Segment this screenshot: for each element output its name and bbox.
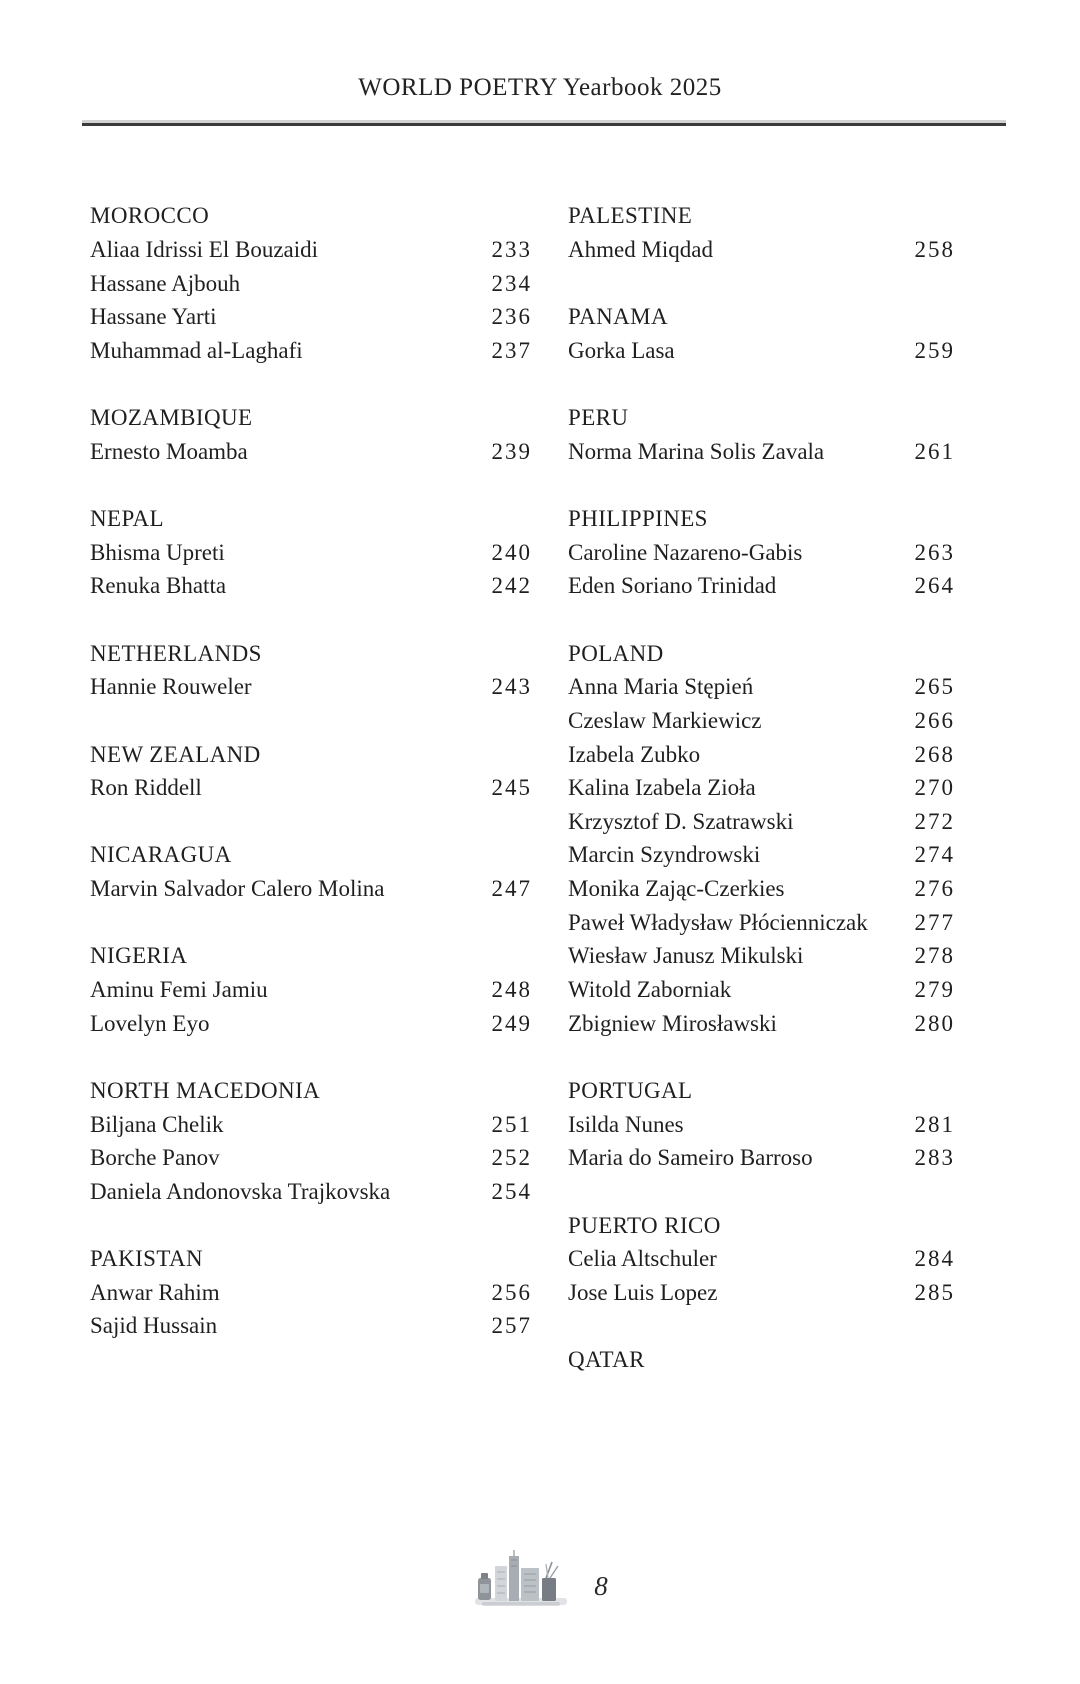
poet-name: Sajid Hussain xyxy=(90,1313,218,1339)
poet-name: Celia Altschuler xyxy=(568,1246,717,1272)
country-heading-row xyxy=(568,1343,955,1377)
poet-name: Muhammad al-Laghafi xyxy=(90,337,303,363)
toc-entry-row xyxy=(90,1175,532,1209)
poet-name: Isilda Nunes xyxy=(568,1111,684,1137)
poet-name: Eden Soriano Trinidad xyxy=(568,573,777,599)
page-number: 248 xyxy=(491,977,532,1003)
spacer-row xyxy=(90,468,532,502)
toc-entry-row xyxy=(568,838,955,872)
page-number: 237 xyxy=(491,337,532,363)
page-number: 259 xyxy=(914,337,955,363)
country-heading-row xyxy=(90,737,532,771)
toc-entry-row xyxy=(568,805,955,839)
country-name: NICARAGUA xyxy=(90,842,232,868)
toc-column-left xyxy=(90,199,532,1376)
toc-entry-row xyxy=(90,1006,532,1040)
poet-name: Wiesław Janusz Mikulski xyxy=(568,943,804,969)
poet-name: Marcin Szyndrowski xyxy=(568,842,761,868)
page-number: 256 xyxy=(491,1279,532,1305)
toc-entry-row xyxy=(568,771,955,805)
toc-entry-row xyxy=(568,872,955,906)
toc-entry-row xyxy=(568,973,955,1007)
page-number: 240 xyxy=(491,539,532,565)
poet-name: Lovelyn Eyo xyxy=(90,1010,210,1036)
spacer-row xyxy=(90,1040,532,1074)
toc-entry-row xyxy=(568,704,955,738)
page-number: 284 xyxy=(914,1246,955,1272)
page-number: 281 xyxy=(914,1111,955,1137)
poet-name: Hassane Yarti xyxy=(90,304,217,330)
page-number: 283 xyxy=(914,1145,955,1171)
spacer-row xyxy=(568,1309,955,1343)
page-number: 277 xyxy=(914,909,955,935)
poet-name: Kalina Izabela Zioła xyxy=(568,775,756,801)
page-number: 279 xyxy=(914,977,955,1003)
page-number: 266 xyxy=(914,707,955,733)
toc-entry-row xyxy=(568,737,955,771)
poet-name: Maria do Sameiro Barroso xyxy=(568,1145,813,1171)
page-number: 276 xyxy=(914,876,955,902)
page-number: 272 xyxy=(914,808,955,834)
page-number: 242 xyxy=(491,573,532,599)
country-heading-row xyxy=(90,1242,532,1276)
poet-name: Bhisma Upreti xyxy=(90,539,225,565)
toc-entry-row xyxy=(568,670,955,704)
toc-entry-row xyxy=(90,1276,532,1310)
page-number: 247 xyxy=(491,876,532,902)
country-heading-row xyxy=(90,502,532,536)
spacer-row xyxy=(90,905,532,939)
toc-entry-row xyxy=(90,300,532,334)
spacer-row xyxy=(568,468,955,502)
poet-name: Norma Marina Solis Zavala xyxy=(568,438,825,464)
toc-entry-row xyxy=(90,670,532,704)
poet-name: Ernesto Moamba xyxy=(90,438,248,464)
page-footer xyxy=(0,1548,1080,1610)
spacer-row xyxy=(568,1175,955,1209)
toc-columns xyxy=(90,199,955,1376)
spacer-row xyxy=(90,1208,532,1242)
toc-entry-row xyxy=(90,334,532,368)
poet-name: Daniela Andonovska Trajkovska xyxy=(90,1178,391,1204)
header-rule xyxy=(82,123,1006,126)
toc-entry-row xyxy=(568,569,955,603)
page-number: 254 xyxy=(491,1178,532,1204)
country-name: POLAND xyxy=(568,640,664,666)
toc-entry-row xyxy=(568,334,955,368)
page-number: 245 xyxy=(491,775,532,801)
country-name: NORTH MACEDONIA xyxy=(90,1077,321,1103)
spacer-row xyxy=(90,367,532,401)
poet-name: Borche Panov xyxy=(90,1145,220,1171)
toc-entry-row xyxy=(568,535,955,569)
country-name: PORTUGAL xyxy=(568,1077,693,1103)
page-number: 249 xyxy=(491,1010,532,1036)
country-heading-row xyxy=(568,502,955,536)
country-name: PHILIPPINES xyxy=(568,506,708,532)
spacer-row xyxy=(568,1040,955,1074)
poet-name: Czeslaw Markiewicz xyxy=(568,707,762,733)
poet-name: Marvin Salvador Calero Molina xyxy=(90,876,385,902)
country-heading-row xyxy=(90,636,532,670)
country-name: PUERTO RICO xyxy=(568,1212,721,1238)
poet-name: Gorka Lasa xyxy=(568,337,675,363)
page-title: WORLD POETRY Yearbook 2025 xyxy=(358,74,722,101)
page-number: 252 xyxy=(491,1145,532,1171)
page-number: 234 xyxy=(491,270,532,296)
spacer-row xyxy=(90,704,532,738)
page-number: 270 xyxy=(914,775,955,801)
poet-name: Aminu Femi Jamiu xyxy=(90,977,268,1003)
toc-entry-row xyxy=(90,1141,532,1175)
country-name: MOROCCO xyxy=(90,203,210,229)
poet-name: Hannie Rouweler xyxy=(90,674,252,700)
poet-name: Monika Zając-Czerkies xyxy=(568,876,785,902)
toc-entry-row xyxy=(568,1242,955,1276)
toc-entry-row xyxy=(90,535,532,569)
country-heading-row xyxy=(90,1074,532,1108)
spacer-row xyxy=(90,805,532,839)
page-number: 239 xyxy=(491,438,532,464)
toc-entry-row xyxy=(90,1107,532,1141)
country-name: NEW ZEALAND xyxy=(90,741,261,767)
page-number: 264 xyxy=(914,573,955,599)
spacer-row xyxy=(90,603,532,637)
poet-name: Anna Maria Stępień xyxy=(568,674,754,700)
country-heading-row xyxy=(90,838,532,872)
country-name: PALESTINE xyxy=(568,203,693,229)
toc-entry-row xyxy=(568,1141,955,1175)
country-name: MOZAMBIQUE xyxy=(90,405,253,431)
toc-column-right xyxy=(568,199,955,1376)
page-number: 258 xyxy=(914,236,955,262)
poet-name: Hassane Ajbouh xyxy=(90,270,241,296)
poet-name: Izabela Zubko xyxy=(568,741,701,767)
page-number: 265 xyxy=(914,674,955,700)
toc-entry-row xyxy=(568,233,955,267)
country-heading-row xyxy=(568,300,955,334)
toc-entry-row xyxy=(568,1006,955,1040)
spacer-row xyxy=(568,266,955,300)
country-name: PERU xyxy=(568,405,629,431)
folio-page-number: 8 xyxy=(594,1571,608,1601)
poet-name: Witold Zaborniak xyxy=(568,977,732,1003)
country-name: PAKISTAN xyxy=(90,1246,203,1272)
toc-entry-row xyxy=(90,233,532,267)
page-number: 236 xyxy=(491,304,532,330)
toc-entry-row xyxy=(568,1276,955,1310)
country-heading-row xyxy=(90,401,532,435)
toc-entry-row xyxy=(568,1107,955,1141)
page-number: 278 xyxy=(914,943,955,969)
country-name: PANAMA xyxy=(568,304,668,330)
toc-entry-row xyxy=(568,939,955,973)
toc-entry-row xyxy=(90,1309,532,1343)
page-number: 251 xyxy=(491,1111,532,1137)
toc-entry-row xyxy=(90,434,532,468)
page-number: 263 xyxy=(914,539,955,565)
poet-name: Paweł Władysław Płócienniczak xyxy=(568,909,868,935)
page-number: 274 xyxy=(914,842,955,868)
toc-entry-row xyxy=(90,973,532,1007)
page-number: 243 xyxy=(491,674,532,700)
page-number: 285 xyxy=(914,1279,955,1305)
toc-entry-row xyxy=(90,872,532,906)
toc-entry-row xyxy=(568,434,955,468)
country-name: NETHERLANDS xyxy=(90,640,262,666)
city-sketch-illustration xyxy=(472,1548,572,1610)
page-number: 257 xyxy=(491,1313,532,1339)
country-heading-row xyxy=(568,401,955,435)
country-name: NIGERIA xyxy=(90,943,188,969)
country-heading-row xyxy=(90,939,532,973)
toc-entry-row xyxy=(568,905,955,939)
page-number: 233 xyxy=(491,236,532,262)
country-name: NEPAL xyxy=(90,506,164,532)
page-number: 261 xyxy=(914,438,955,464)
country-name: QATAR xyxy=(568,1347,645,1373)
toc-entry-row xyxy=(90,569,532,603)
toc-entry-row xyxy=(90,266,532,300)
page-number: 280 xyxy=(914,1010,955,1036)
poet-name: Ron Riddell xyxy=(90,775,202,801)
spacer-row xyxy=(568,603,955,637)
poet-name: Anwar Rahim xyxy=(90,1279,220,1305)
poet-name: Zbigniew Mirosławski xyxy=(568,1010,777,1036)
country-heading-row xyxy=(90,199,532,233)
poet-name: Aliaa Idrissi El Bouzaidi xyxy=(90,236,319,262)
poet-name: Renuka Bhatta xyxy=(90,573,227,599)
country-heading-row xyxy=(568,636,955,670)
poet-name: Jose Luis Lopez xyxy=(568,1279,718,1305)
poet-name: Ahmed Miqdad xyxy=(568,236,714,262)
poet-name: Biljana Chelik xyxy=(90,1111,224,1137)
poet-name: Caroline Nazareno-Gabis xyxy=(568,539,803,565)
spacer-row xyxy=(568,367,955,401)
toc-entry-row xyxy=(90,771,532,805)
country-heading-row xyxy=(568,1208,955,1242)
page-number: 268 xyxy=(914,741,955,767)
country-heading-row xyxy=(568,199,955,233)
country-heading-row xyxy=(568,1074,955,1108)
poet-name: Krzysztof D. Szatrawski xyxy=(568,808,794,834)
